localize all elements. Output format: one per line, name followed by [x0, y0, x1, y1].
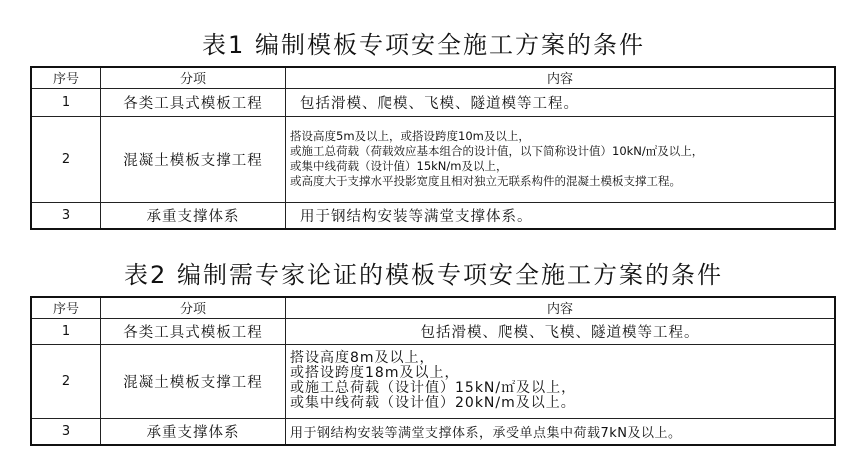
- row-item: 混凝土模板支撑工程: [101, 116, 286, 202]
- row-item: 承重支撑体系: [101, 418, 286, 445]
- table2-title: 表2 编制需专家论证的模板专项安全施工方案的条件: [124, 261, 723, 289]
- content-line: 搭设高度5m及以上，或搭设跨度10m及以上，: [290, 129, 530, 143]
- header-content: 内容: [286, 297, 836, 318]
- header-content: 内容: [286, 67, 836, 88]
- row-content: 用于钢结构安装等满堂支撑体系，承受单点集中荷载7kN及以上。: [286, 418, 836, 445]
- table1: [30, 66, 836, 230]
- row-no: 1: [31, 88, 101, 116]
- header-item: 分项: [101, 67, 286, 88]
- content-line: 或高度大于支撑水平投影宽度且相对独立无联系构件的混凝土模板支撑工程。: [290, 174, 681, 188]
- content-line: 或施工总荷载（设计值）15kN/㎡及以上，: [290, 380, 577, 396]
- row-no: 1: [31, 318, 101, 344]
- header-no: 序号: [31, 67, 101, 88]
- row-content: [286, 344, 836, 418]
- row-no: 2: [31, 344, 101, 418]
- table2: [30, 296, 836, 446]
- table-row: [31, 88, 835, 116]
- row-item: 混凝土模板支撑工程: [101, 344, 286, 418]
- row-no: 3: [31, 418, 101, 445]
- content-line: 或搭设跨度18m及以上，: [290, 365, 460, 381]
- row-no: 3: [31, 202, 101, 229]
- row-item: 各类工具式模板工程: [101, 318, 286, 344]
- row-content: 包括滑模、爬模、飞模、隧道模等工程。: [286, 88, 836, 116]
- table1-title: 表1 编制模板专项安全施工方案的条件: [202, 31, 645, 59]
- table-row: [31, 116, 835, 202]
- content-line: 或施工总荷载（荷载效应基本组合的设计值，以下简称设计值）10kN/㎡及以上，: [290, 144, 704, 158]
- table-row: [31, 344, 835, 418]
- row-item: 承重支撑体系: [101, 202, 286, 229]
- table-row: [31, 202, 835, 229]
- row-content: 用于钢结构安装等满堂支撑体系。: [286, 202, 836, 229]
- row-item: 各类工具式模板工程: [101, 88, 286, 116]
- row-content: 包括滑模、爬模、飞模、隧道模等工程。: [286, 318, 836, 344]
- header-item: 分项: [101, 297, 286, 318]
- content-line: 或集中线荷载（设计值）20kN/m及以上。: [290, 395, 576, 411]
- table-header-row: [31, 297, 835, 318]
- content-line: 搭设高度8m及以上，: [290, 350, 435, 366]
- content-line: 或集中线荷载（设计值）15kN/m及以上，: [290, 159, 508, 173]
- table-row: [31, 318, 835, 344]
- row-content: [286, 116, 836, 202]
- table-header-row: [31, 67, 835, 88]
- row-no: 2: [31, 116, 101, 202]
- header-no: 序号: [31, 297, 101, 318]
- table-row: [31, 418, 835, 445]
